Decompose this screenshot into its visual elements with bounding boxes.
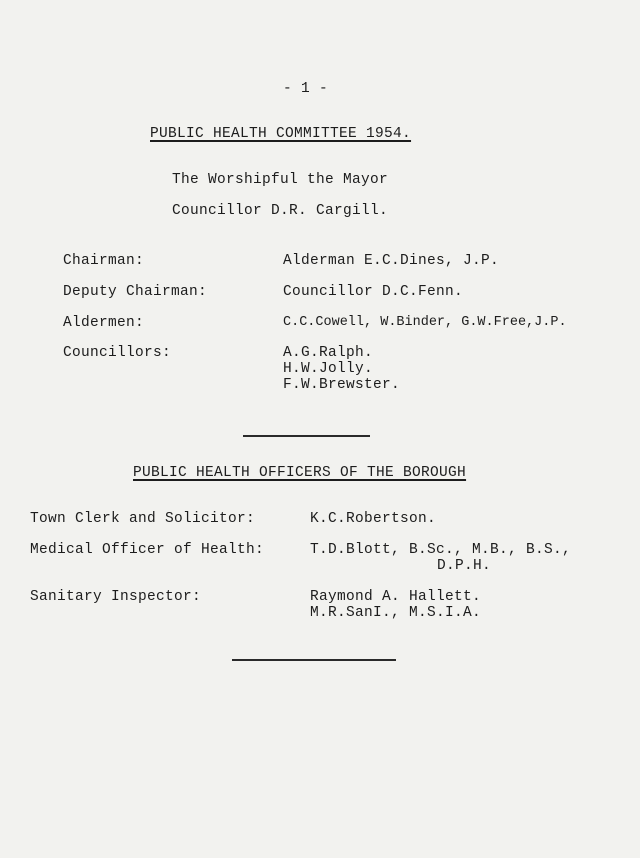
sanitary-inspector-value-2: M.R.SanI., M.S.I.A. [310,605,482,621]
sanitary-inspector-value-1: Raymond A. Hallett. [310,589,482,605]
committee-councillor-line: Councillor D.R. Cargill. [172,203,389,219]
councillors-label: Councillors: [63,345,172,361]
section-divider-2 [232,659,396,661]
section-divider-1 [243,435,370,437]
town-clerk-value: K.C.Robertson. [310,511,437,527]
deputy-chairman-value: Councillor D.C.Fenn. [283,284,464,300]
medical-officer-value-2: D.P.H. [437,558,492,574]
chairman-label: Chairman: [63,253,145,269]
mayor-line: The Worshipful the Mayor [172,172,389,188]
medical-officer-label: Medical Officer of Health: [30,542,265,558]
councillors-value-1: A.G.Ralph. [283,345,374,361]
medical-officer-value-1: T.D.Blott, B.Sc., M.B., B.S., [310,542,572,558]
aldermen-value: C.C.Cowell, W.Binder, G.W.Free,J.P. [283,315,567,330]
deputy-chairman-label: Deputy Chairman: [63,284,208,300]
councillors-value-3: F.W.Brewster. [283,377,401,393]
chairman-value: Alderman E.C.Dines, J.P. [283,253,500,269]
town-clerk-label: Town Clerk and Solicitor: [30,511,256,527]
committee-title: PUBLIC HEALTH COMMITTEE 1954. [150,126,412,142]
aldermen-label: Aldermen: [63,315,145,331]
officers-title: PUBLIC HEALTH OFFICERS OF THE BOROUGH [133,465,467,481]
page-number: - 1 - [283,81,329,97]
sanitary-inspector-label: Sanitary Inspector: [30,589,202,605]
councillors-value-2: H.W.Jolly. [283,361,374,377]
